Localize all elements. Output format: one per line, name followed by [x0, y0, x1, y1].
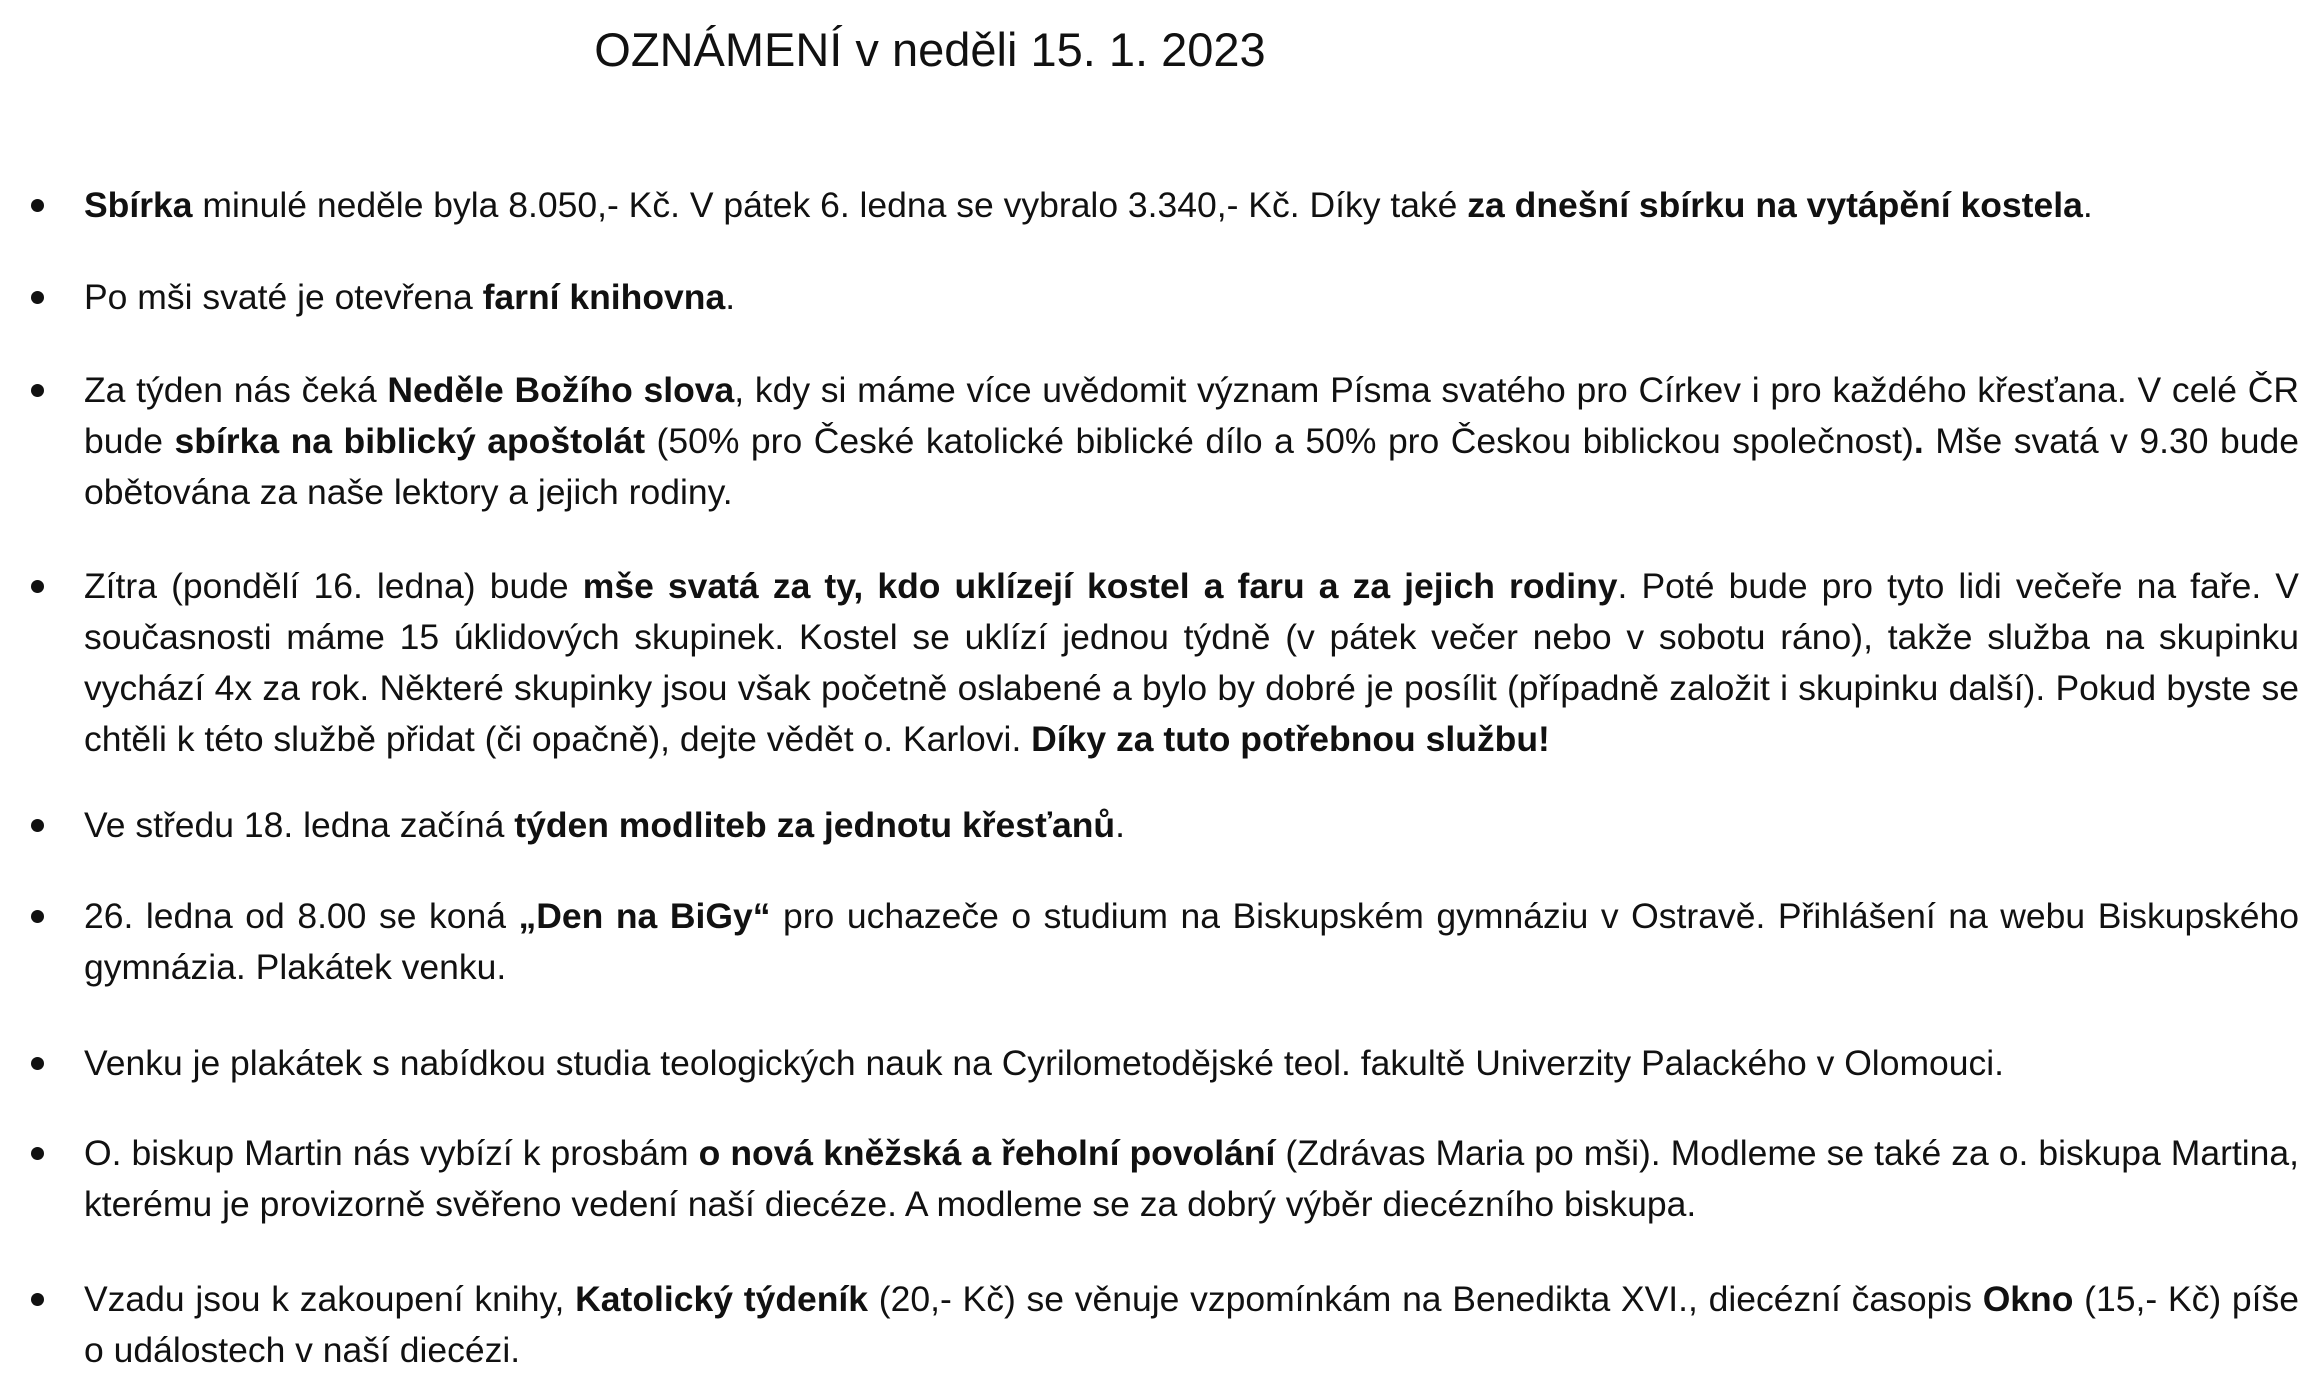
word-sunday-period: .	[1913, 421, 1924, 461]
announcement-collection	[84, 180, 2299, 231]
bullet-icon	[31, 384, 44, 397]
bullet-icon	[31, 1293, 44, 1306]
bullet-icon	[31, 291, 44, 304]
word-sunday-text-2: , kdy si máme více uvědomit význam Písma svatého pro Církev i pro každého křesťana. V celé ČR bude	[84, 370, 2299, 461]
okno-highlight: Okno	[1982, 1279, 2074, 1319]
bullet-icon	[31, 580, 44, 593]
collection-end: .	[2082, 185, 2093, 225]
bullet-icon	[31, 1057, 44, 1070]
cleaning-thanks-highlight: Díky za tuto potřebnou službu!	[1031, 719, 1550, 759]
prayer-week-highlight: týden modliteb za jednotu křesťanů	[514, 805, 1116, 845]
vocations-text: O. biskup Martin nás vybízí k prosbám	[84, 1133, 699, 1173]
bullet-icon	[31, 199, 44, 212]
announcement-vocations	[84, 1128, 2299, 1230]
biblical-collection-highlight: sbírka na biblický apoštolát	[174, 421, 646, 461]
heating-collection-highlight: za dnešní sbírku na vytápění kostela	[1467, 185, 2083, 225]
cleaning-text: Zítra (pondělí 16. ledna) bude	[84, 566, 583, 606]
vocations-text-2: (Zdrávas Maria po mši). Modleme se také za o. biskupa Martina, kterému je provizorně svěřeno vedení naší diecéze. A modleme se za dobrý výběr diecézního biskupa.	[84, 1133, 2300, 1224]
announcement-theology-poster	[84, 1038, 2299, 1089]
announcement-prayer-week	[84, 800, 2299, 851]
books-text-2: (20,- Kč) se věnuje vzpomínkám na Benedikta XVI., diecézní časopis	[868, 1279, 1983, 1319]
bullet-icon	[31, 819, 44, 832]
cleaning-mass-highlight: mše svatá za ty, kdo uklízejí kostel a faru a za jejich rodiny	[582, 566, 1618, 606]
bullet-icon	[31, 1147, 44, 1160]
bigy-highlight: „Den na BiGy“	[518, 896, 771, 936]
word-sunday-text-4: Mše svatá v 9.30 bude obětována za naše lektory a jejich rodiny.	[84, 421, 2299, 512]
prayer-week-end: .	[1115, 805, 1125, 845]
word-sunday-highlight: Neděle Božího slova	[387, 370, 735, 410]
theology-text: Venku je plakátek s nabídkou studia teologických nauk na Cyrilometodějské teol. fakultě Univerzity Palackého v Olomouci.	[84, 1043, 2004, 1083]
word-sunday-text-3: (50% pro České katolické biblické dílo a 50% pro Českou biblickou společnost)	[645, 421, 1914, 461]
library-end: .	[725, 277, 736, 317]
bigy-text: 26. ledna od 8.00 se koná	[84, 896, 519, 936]
library-text: Po mši svaté je otevřena	[84, 277, 483, 317]
announcement-word-of-god-sunday	[84, 365, 2299, 518]
books-text-3: (15,- Kč) píše o událostech v naší diecézi.	[84, 1279, 2299, 1370]
word-sunday-text: Za týden nás čeká	[84, 370, 388, 410]
collection-text: minulé neděle byla 8.050,- Kč. V pátek 6. ledna se vybralo 3.340,- Kč. Díky také	[192, 185, 1468, 225]
announcement-cleaning-groups	[84, 561, 2299, 765]
page-title: OZNÁMENÍ v neděli 15. 1. 2023	[594, 23, 1266, 76]
bigy-text-2: pro uchazeče o studium na Biskupském gymnáziu v Ostravě. Přihlášení na webu Biskupského gymnázia. Plakátek venku.	[84, 896, 2299, 987]
announcement-books	[84, 1274, 2299, 1376]
prayer-week-text: Ve středu 18. ledna začíná	[84, 805, 515, 845]
cleaning-text-2: . Poté bude pro tyto lidi večeře na faře. V současnosti máme 15 úklidových skupinek. Kostel se uklízí jednou týdně (v pátek večer nebo v sobotu ráno), takže služba na skupinku vychází 4x za rok. Některé skupinky jsou však početně oslabené a bylo by dobré je posílit (případně založit i skupinku další). Pokud byste se chtěli k této službě přidat (či opačně), dejte vědět o. Karlovi.	[84, 566, 2299, 759]
announcement-library	[84, 272, 2299, 323]
books-text: Vzadu jsou k zakoupení knihy,	[84, 1279, 576, 1319]
weekly-highlight: Katolický týdeník	[575, 1279, 869, 1319]
collection-label: Sbírka	[84, 185, 193, 225]
announcement-bigy-day	[84, 891, 2299, 993]
bullet-icon	[31, 910, 44, 923]
library-highlight: farní knihovna	[482, 277, 726, 317]
vocations-highlight: o nová kněžská a řeholní povolání	[698, 1133, 1276, 1173]
